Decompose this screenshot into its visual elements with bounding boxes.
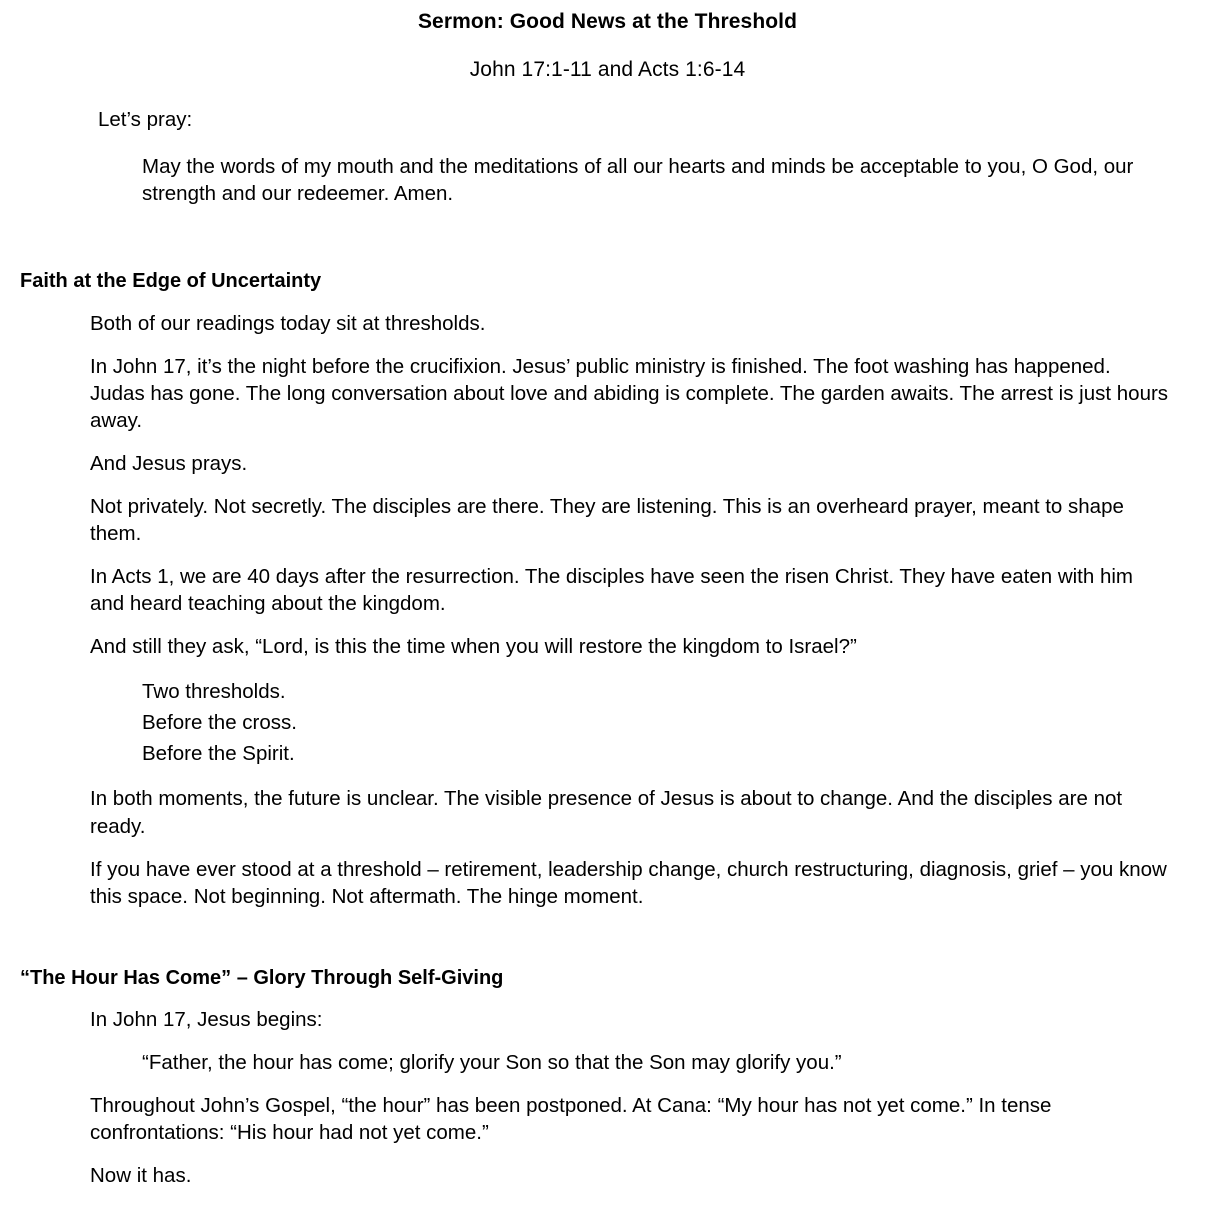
spacer xyxy=(0,477,1215,493)
spacer xyxy=(0,1033,1215,1049)
section-heading-1: Faith at the Edge of Uncertainty xyxy=(20,270,322,293)
spacer xyxy=(0,80,1215,106)
scripture-quote: “Father, the hour has come; glorify your Son so that the Son may glorify you.” xyxy=(142,1051,842,1075)
spacer xyxy=(0,617,1215,633)
threshold-block xyxy=(0,676,1215,769)
paragraph: Not privately. Not secretly. The disciples are there. They are listening. This is an overheard prayer, meant to shape them. xyxy=(90,494,1124,545)
spacer xyxy=(0,207,1215,269)
paragraph: Throughout John’s Gospel, “the hour” has been postponed. At Cana: “My hour has not yet come.” In tense confrontations: “His hour had not yet come.” xyxy=(90,1094,1052,1145)
paragraph: Both of our readings today sit at thresholds. xyxy=(90,311,486,335)
spacer xyxy=(0,547,1215,563)
block-line: Before the cross. xyxy=(142,711,297,735)
spacer xyxy=(0,434,1215,450)
paragraph: Now it has. xyxy=(90,1164,192,1188)
paragraph: In John 17, Jesus begins: xyxy=(90,1008,323,1032)
block-line: Before the Spirit. xyxy=(142,742,295,766)
spacer xyxy=(0,294,1215,310)
page-subtitle: John 17:1-11 and Acts 1:6-14 xyxy=(469,58,746,81)
paragraph: And still they ask, “Lord, is this the time when you will restore the kingdom to Israel?” xyxy=(90,634,857,658)
paragraph: And Jesus prays. xyxy=(90,451,248,475)
section-heading-2: “The Hour Has Come” – Glory Through Self-Giving xyxy=(20,966,504,989)
lets-pray-label: Let’s pray: xyxy=(98,108,193,131)
spacer xyxy=(0,337,1215,353)
paragraph: In John 17, it’s the night before the crucifixion. Jesus’ public ministry is finished. The foot washing has happened. Judas has gone. The long conversation about love and abiding is complete. The garden awaits. The arrest is just hours away. xyxy=(90,354,1169,432)
prayer-text: May the words of my mouth and the meditations of all our hearts and minds be acceptable to you, O God, our strength and our redeemer. Amen. xyxy=(142,155,1134,206)
page-title: Sermon: Good News at the Threshold xyxy=(417,10,798,33)
paragraph: In both moments, the future is unclear. The visible presence of Jesus is about to change. And the disciples are not ready. xyxy=(90,787,1123,838)
spacer xyxy=(0,1076,1215,1092)
spacer xyxy=(0,660,1215,676)
spacer xyxy=(0,840,1215,856)
spacer xyxy=(0,133,1215,153)
block-line: Two thresholds. xyxy=(142,680,286,703)
spacer xyxy=(0,910,1215,966)
spacer xyxy=(0,1146,1215,1162)
paragraph: In Acts 1, we are 40 days after the resurrection. The disciples have seen the risen Christ. They have eaten with him and heard teaching about the kingdom. xyxy=(90,564,1134,615)
spacer xyxy=(0,769,1215,785)
spacer xyxy=(0,990,1215,1006)
paragraph: If you have ever stood at a threshold – retirement, leadership change, church restructuring, diagnosis, grief – you know this space. Not beginning. Not aftermath. The hinge moment. xyxy=(90,857,1167,908)
